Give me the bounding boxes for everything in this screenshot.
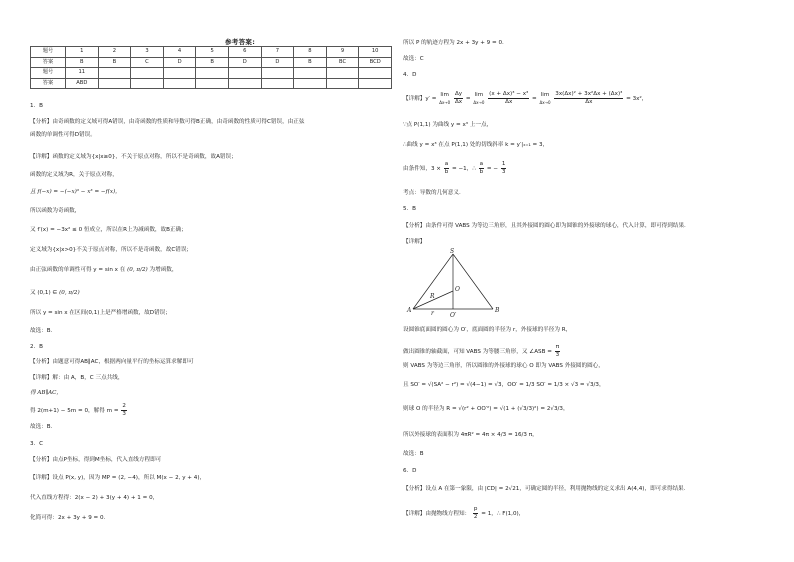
q5-analysis: 【分析】由条件可得 VABS 为等边三角形，且其外接圆的圆心即为圆锥的外接球的球心，代入计算，即可得到结果. (403, 223, 686, 229)
answer-table-cell (294, 78, 327, 89)
q2-choice: 故选：B. (30, 424, 53, 430)
answer-table-cell: 5 (196, 47, 229, 58)
q4-line-4: 由条件知，3 × $\frac{a}{b}$ = −1，∴ $\frac{a}{b}$ = − $\frac{1}{3}$ (403, 161, 506, 175)
q5-frac-pi3: $\frac{\pi}{3}$ (555, 344, 560, 358)
q1-line-h: 定义域为{x|x>0}不关于原点对称，所以不是奇函数，故C错误； (30, 247, 193, 253)
fig-label-a: A (407, 307, 412, 314)
answer-table-row (31, 68, 392, 79)
q2-number: 2．B (30, 344, 43, 350)
q4-frac-1: $\frac{\Delta y}{\Delta x}$ (454, 91, 463, 105)
answer-table-cell (163, 68, 196, 79)
answer-table-cell (131, 78, 164, 89)
answer-table-cell (98, 78, 131, 89)
q4-frac-2: $\frac{\text{(x + Δx)³ − x³}}{\Delta x}$ (489, 91, 529, 105)
answer-table-cell (326, 78, 359, 89)
answer-table-cell (98, 68, 131, 79)
answer-table-row (31, 57, 392, 68)
answer-table-cell (228, 78, 261, 89)
q4-line-2: ∵点 P(1,1) 为曲线 y = x³ 上一点， (403, 122, 493, 128)
q2-line-d (30, 403, 128, 418)
q1-analysis-cont: 函数的单调性可得D错误。 (30, 132, 96, 138)
answer-table-cell: B (66, 57, 99, 68)
q4-frac-3: $\frac{\text{3x(Δx)² + 3x²Δx + (Δx)³}}{\Delta x}$ (555, 91, 623, 105)
answer-table-cell: BCD (359, 57, 392, 68)
answer-table (30, 46, 392, 89)
answer-table-cell (359, 68, 392, 79)
q1-line-j-interval: (0, π/2) (59, 290, 80, 296)
fig-label-o-prime: O′ (450, 312, 457, 319)
answer-table-cell (196, 68, 229, 79)
answer-table-row (31, 78, 392, 89)
answer-table-cell (261, 68, 294, 79)
q1-line-i-end: 为增函数， (149, 267, 178, 273)
answer-table-cell: B (98, 57, 131, 68)
answer-table-cell (326, 68, 359, 79)
answer-table-cell: 1 (66, 47, 99, 58)
q1-line-d: 函数的定义域为R，关于原点对称， (30, 172, 118, 178)
cone-cross-section-figure (405, 248, 515, 323)
answer-table-cell (196, 78, 229, 89)
q5-line-4: 且 SO′ = √(SA² − r²) = √(4−1) = √3，OO′ = 1/3 SO′ = 1/3 × √3 = √3/3， (403, 382, 605, 388)
q5-line-5: 则球 O 的半径为 R = √(r² + OO′²) = √(1 + (√3/3)²) = 2√3/3， (403, 406, 569, 412)
q2-detail: 【详解】解：由 A，B，C 三点共线， (30, 375, 124, 381)
answer-table-cell (131, 68, 164, 79)
q6-detail: 【详解】由抛物线方程知： $\frac{p}{2}$ = 1，∴ F(1,0)， (403, 506, 525, 520)
fig-label-s: S (450, 248, 455, 255)
q4-line-3: ∴曲线 y = x³ 在点 P(1,1) 处的切线斜率 k = y′|ₓ₌₁ = 3， (403, 142, 549, 148)
q5-choice: 故选：B (403, 451, 424, 457)
q4-frac-third: $\frac{1}{3}$ (501, 161, 506, 175)
q4-number: 4．D (403, 72, 417, 78)
answer-table-cell: C (131, 57, 164, 68)
q5-line-6: 所以外接球的表面积为 4πR² = 4π × 4/3 = 16/3 π， (403, 432, 538, 438)
answer-table-cell: D (163, 57, 196, 68)
answer-table-row (31, 47, 392, 58)
answer-key-title: 参考答案: (225, 38, 256, 46)
answer-table-cell (163, 78, 196, 89)
q1-number: 1．B (30, 103, 43, 109)
q4-lim-2: lim Δx→0 (473, 91, 485, 105)
q1-choice: 故选：B. (30, 328, 53, 334)
q4-lim-1: lim Δx→0 (439, 91, 451, 105)
fig-label-r-upper: R (430, 293, 435, 300)
q1-line-g: 又 f′(x) = −3x² ≤ 0 恒成立，所以在R上为减函数，故B正确； (30, 227, 187, 233)
q6-frac-p2: $\frac{p}{2}$ (473, 506, 478, 520)
answer-table-cell: 11 (66, 68, 99, 79)
answer-table-cell (359, 78, 392, 89)
q1-line-i (30, 266, 178, 274)
r-line-1: 所以 P 的轨迹方程为 2x + 3y + 9 = 0. (403, 40, 504, 46)
answer-table-cell: 8 (294, 47, 327, 58)
fig-label-o: O (455, 286, 460, 293)
q5-detail: 【详解】 (403, 239, 426, 245)
q2-line-d-text: 得 2(m+1) − 5m = 0，解得 m = (30, 408, 119, 414)
q3-detail: 【详解】设点 P(x, y)，因为 MP = (2, −4)，所以 M(x − 2, y + 4)， (30, 475, 206, 481)
fig-label-b: B (495, 307, 500, 314)
q5-line-1: 设圆锥底面圆的圆心为 O′，底面圆的半径为 r，外接球的半径为 R， (403, 327, 572, 333)
q3-number: 3．C (30, 441, 44, 447)
q1-line-j-text: 又 (0,1) ∈ (30, 290, 58, 296)
q3-analysis: 【分析】由点P坐标，得到M坐标，代入直线方程即可 (30, 457, 162, 463)
answer-table-cell: ABD (66, 78, 99, 89)
answer-table-header-cell: 答案 (31, 78, 66, 89)
q1-detail: 【详解】函数的定义域为{x|x≥0}，不关于原点对称，所以不是奇函数，故A错误； (30, 154, 237, 160)
q1-line-i-text: 由正弦函数的单调性可得 y = sin x 在 (30, 267, 126, 273)
q3-line-c: 代入直线方程得：2(x − 2) + 3(y + 4) + 1 = 0， (30, 495, 159, 501)
answer-table-header-cell: 题号 (31, 47, 66, 58)
answer-table-cell: B (196, 57, 229, 68)
fig-label-r: r (431, 310, 434, 317)
answer-table-cell: 4 (163, 47, 196, 58)
q5-line-3: 则 VABS 为等边三角形，所以圆锥的外接球的球心 O 即为 VABS 外接圆的圆心， (403, 363, 604, 369)
answer-table-cell (261, 78, 294, 89)
q5-line-2: 做出圆锥的轴截面，可知 VABS 为等腰三角形，又 ∠ASB = $\frac{\pi}{3}$ (403, 344, 560, 358)
q1-analysis: 【分析】由奇函数的定义域可得A错误，由奇函数的性质和导数可得B正确，由奇函数的性质可得C错误，由正弦 (30, 119, 305, 125)
q3-line-d: 化简可得：2x + 3y + 9 = 0. (30, 515, 106, 521)
answer-table-cell (228, 68, 261, 79)
q4-frac-ab-2: $\frac{a}{b}$ (479, 161, 484, 175)
answer-table-cell: 9 (326, 47, 359, 58)
answer-table-cell: D (261, 57, 294, 68)
answer-table-cell: 2 (98, 47, 131, 58)
q6-number: 6．D (403, 468, 417, 474)
answer-table-cell: 10 (359, 47, 392, 58)
q4-lim-3: lim Δx→0 (539, 91, 551, 105)
q5-number: 5．B (403, 206, 416, 212)
answer-table-cell: D (228, 57, 261, 68)
q1-line-j (30, 289, 80, 297)
answer-table-cell: 6 (228, 47, 261, 58)
answer-table-cell (294, 68, 327, 79)
answer-table-cell: 7 (261, 47, 294, 58)
q1-line-e: 且 f(−x) = −(−x)³ − x³ = −f(x)， (30, 189, 121, 195)
answer-table-cell: B (294, 57, 327, 68)
q1-line-f: 所以函数为奇函数， (30, 208, 81, 214)
q2-line-c: 得 AB∥AC， (30, 390, 63, 396)
q2-analysis: 【分析】由题意可得AB∥AC，根据两向量平行的坐标运算求解即可 (30, 359, 194, 365)
q1-line-i-interval: (0, π/2) (127, 267, 148, 273)
answer-table-cell: 3 (131, 47, 164, 58)
q4-derivative-line: 【详解】y′ = lim Δx→0 $\frac{\Delta y}{\Delta x}$ = lim Δx→0 $\frac{\text{(x + Δx)³ − x³}}{\Delta x}$ = lim Δx→0 $\frac{\text{3x(Δx)² + 3x²Δx + (Δx)³}}{\Delta x}$ = 3x²， (403, 91, 648, 105)
answer-table-header-cell: 答案 (31, 57, 66, 68)
q6-analysis: 【分析】设点 A 在第一象限，由 |CD| = 2√21，可确定圆的半径，利用抛物线的定义求出 A(4,4)，即可求得结果. (403, 486, 686, 492)
q1-line-k: 所以 y = sin x 在区间(0,1)上是严格增函数，故D错误； (30, 310, 171, 316)
q2-fraction: $\frac{2}{3}$ (122, 403, 126, 417)
answer-table-cell: BC (326, 57, 359, 68)
q4-line-5: 考点：导数的几何意义. (403, 190, 461, 196)
r-line-2: 故选：C (403, 56, 424, 62)
q4-frac-ab: $\frac{a}{b}$ (444, 161, 449, 175)
answer-table-header-cell: 题号 (31, 68, 66, 79)
